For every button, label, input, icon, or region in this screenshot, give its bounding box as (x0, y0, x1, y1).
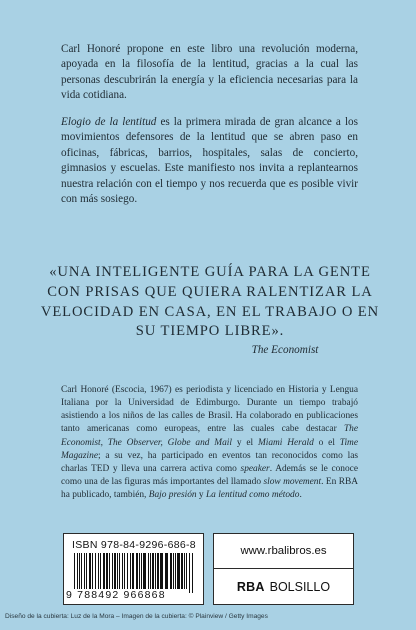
publisher-url: www.rbalibros.es (214, 534, 353, 569)
publisher-brand-bold: RBA (236, 580, 265, 594)
barcode-image (72, 553, 197, 593)
blurb-paragraph-2-text: es la primera mirada de gran alcance a los movimientos defensores de la lentitud que se abren paso en oficinas, fábricas, barrios, hospitales, salas de concierto, gimnasios y escuelas. Este manifiesto nos invita a replantearnos nuestra relación con el tiempo y nos recuerda que es posible vivir con más sosiego. (61, 116, 358, 206)
publisher-brand (214, 569, 353, 605)
bio-italic-title: The Economist, The Observer, Globe and Mail (61, 424, 358, 448)
bio-italic-title: Bajo presión (148, 490, 197, 501)
press-quote: «UNA INTELIGENTE GUÍA PARA LA GENTE CON PRISAS QUE QUIERA RALENTIZAR LA VELOCIDAD EN CASA, EN EL TRABAJO O EN SU TIEMPO LIBRE». (40, 264, 380, 340)
barcode-digits: 9 788492 966868 (66, 589, 166, 601)
bio-text: o el (313, 437, 340, 448)
bio-text: . (299, 490, 302, 501)
bio-italic-title: speaker (240, 463, 270, 474)
bio-italic-title: Miami Herald (257, 437, 314, 448)
bio-italic-title: La lentitud como método (205, 490, 300, 501)
bio-text: ; a su vez, ha participado en eventos tan reconocidos como las charlas TED y lleva una carrera activa como (61, 450, 358, 474)
author-bio (61, 384, 358, 502)
blurb-paragraph-2 (61, 115, 358, 207)
publisher-panel (213, 533, 354, 605)
bio-text: . Además se le conoce como una de las figuras más importantes del llamado (61, 463, 359, 488)
quote-source: The Economist (251, 344, 319, 356)
publisher-brand-rest: BOLSILLO (269, 580, 331, 594)
book-title: Elogio de la lentitud (61, 116, 157, 128)
blurb-paragraph-1: Carl Honoré propone en este libro una revolución moderna, apoyada en la filosofía de la lentitud, gracias a la cual las personas descubrirán la energía y la eficiencia necesarias para la vida cotidiana. (61, 43, 358, 102)
bio-text: y (196, 490, 206, 501)
bio-italic-title: Time Magazine (61, 437, 358, 461)
bio-text: Carl Honoré (Escocia, 1967) es periodista y licenciado en Historia y Lengua Italiana por la Universidad de Edimburgo. Durante un tiempo trabajó asistiendo a los niños de las calles de Brasil. Ha colaborado en publicaciones tanto americanas como europeas, entre las cuales cabe destacar (61, 385, 358, 435)
barcode-panel (63, 533, 204, 605)
bio-italic-title: slow movement (263, 477, 322, 488)
bio-text: y el (232, 437, 258, 448)
bio-text: . En RBA ha publicado, también, (61, 477, 358, 501)
cover-credits: Diseño de la cubierta: Luz de la Mora – Imagen de la cubierta: © Plainview / Getty Images (5, 613, 268, 620)
isbn-label: ISBN 978-84-9296-686-8 (72, 539, 196, 551)
